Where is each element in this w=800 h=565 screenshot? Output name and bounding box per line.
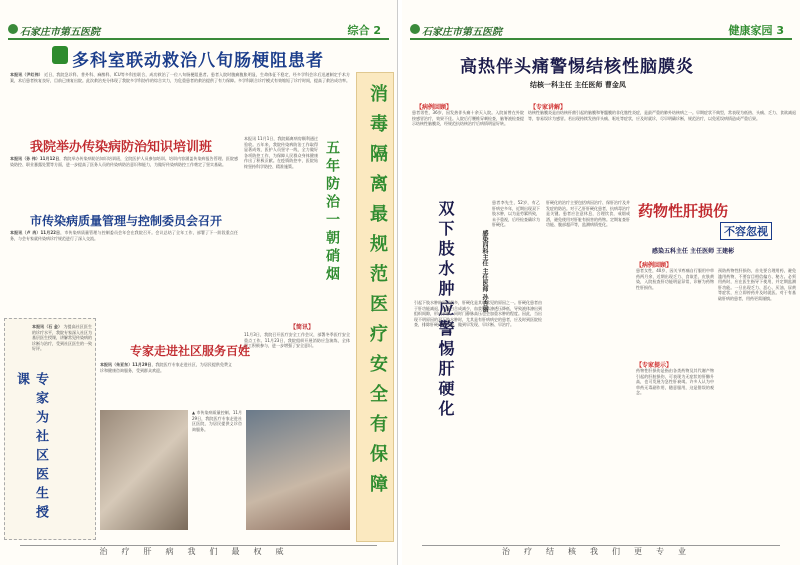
main-headline: 多科室联动救治八旬肠梗阻患者	[72, 51, 324, 71]
vertical-title-1: 双下肢水肿应警惕肝硬化	[436, 200, 455, 420]
expert-label-2: 【专家提示】	[636, 362, 673, 369]
page-footer: 治疗肝病我们最权威	[20, 545, 377, 557]
sidebar-title: 专家为社区医生授课	[14, 372, 48, 524]
drug-col2: 预防药物性肝损伤，首先要合理用药，避免滥用药物，不要盲目相信偏方、秘方。必须用药时，应在医生指导下使用，并定期监测肝功能。一旦出现乏力、恶心、厌油、尿黄等症状，应立即停药并及时就医。对于有基础肝病的患者，用药更需谨慎。	[718, 268, 796, 301]
byline: 本报讯（朱亚东）11月29日	[100, 362, 152, 367]
page-header	[410, 22, 792, 40]
training-article: 本报讯（孙 伟）11月12日，我院举办传染病防治知识培训班，全院医护人员参加培训。培训内容涵盖传染病报告管理、医院感染防控、职业暴露处置等方面，进一步提高了医务人员的传染病防治意识和能力，为做好传染病防控工作奠定了坚实基础。	[10, 156, 238, 167]
drug-author: 感染五科主任 主任医师 王建彬	[652, 248, 735, 255]
drug-case: 患者女性，40岁，因关节疼痛自行服用中草药两月余，近期出现乏力、食欲差、皮肤黄染，入院检查肝功能明显异常，诊断为药物性肝损伤。	[636, 268, 714, 290]
event-photo-2	[246, 410, 350, 530]
drug-headline: 药物性肝损伤	[638, 202, 729, 220]
headline-icon	[52, 46, 68, 64]
main-article: 本报讯（尹红伟） 近日，我院急诊科、普外科、麻醉科、ICU等多科室联合，成功救治了一位八旬肠梗阻患者。患者入院时腹痛腹胀明显，生命体征不稳定，经多学科会诊后迅速制定手术方案，术后患者恢复良好，目前已康复出院。此次救治充分体现了我院多学科协作的综合实力，为危重患者的救治提供了有力保障。多学科联合诊疗模式有效缩短了诊疗时间，提高了救治成功率。	[10, 72, 350, 83]
byline: 本报讯（尹红伟）	[10, 72, 43, 77]
right-page	[402, 0, 800, 565]
brief-label: 【简讯】	[290, 324, 315, 331]
cirrhosis-col2: 肝硬化的治疗主要包括病因治疗、保肝治疗及并发症的防治。对于乙肝肝硬化患者，抗病毒治疗是关键。患者应注意休息，合理饮食，戒烟戒酒，避免使用对肝脏有损害的药物。定期复查肝功能、腹部超声等，监测病情变化。	[546, 200, 630, 228]
brief-article: 11月3日，我院召开医疗安全工作会议，部署冬季医疗安全重点工作。11月23日，我院组织开展消防应急演练，全体职工积极参与，进一步增强了安全意识。	[244, 332, 350, 349]
cirrhosis-article: 引起下肢水肿的原因很多，肝硬化是其中常见的原因之一。肝硬化患者由于肝功能减退，白蛋白合成减少，血浆胶体渗透压降低，导致液体渗出到组织间隙，形成水肿。同时门静脉高压也会加重水肿的程度。因此，当出现不明原因的双下肢水肿时，尤其是有肝病病史的患者，应及时到医院检查，排除肝硬化的可能，做到早发现、早诊断、早治疗。	[414, 300, 542, 328]
case-label: 【病例回顾】	[416, 104, 453, 111]
byline: 本报讯（孙 伟）11月12日	[10, 156, 60, 161]
drug-headline-sub: 不容忽视	[720, 222, 772, 240]
sidebar-text: 本报讯（石 金） 为提高社区医生的诊疗水平，我院专家深入社区为基层医生授课，讲解常见传染病的诊断与治疗，受到社区医生的一致好评。	[32, 324, 92, 352]
expert-text: 结核性脑膜炎是由结核杆菌引起的脑膜和脊髓膜的非化脓性炎症，是最严重的肺外结核病之一。早期症状不典型，常表现为低热、头痛、乏力、食欲减退等，容易误诊为感冒。若出现持续发热伴头痛、呕吐等症状，应及时就诊，尽早明确诊断，规范治疗，以免延误病情造成严重后果。	[528, 110, 796, 121]
author-line: 结核一科主任 主任医师 曹金凤	[530, 81, 626, 89]
side-article: 本报讯 11月1日，我院隔离病房顺利通过验收。五年来，我院传染病防治工作取得显著成效，医护人员坚守一线，全力做好各项防控工作，为保障人民群众身体健康作出了积极贡献。在疫情防控中，医院始终坚持科学防控、精准施策。	[244, 136, 318, 169]
section-label: 综合 2	[347, 24, 381, 37]
photo-caption: ▲ 市传染病质量控制、11月29日，我院医疗专家走进社区医院，为居民提供义诊咨询服务。	[192, 410, 242, 432]
main-headline: 高热伴头痛警惕结核性脑膜炎	[460, 57, 694, 77]
expert-article: 本报讯（朱亚东）11月29日，我院医疗专家走进社区，为居民提供免费义诊和健康咨询服务，受到群众欢迎。	[100, 362, 232, 373]
hospital-logo-icon	[8, 24, 18, 34]
section-label: 健康家园 3	[728, 24, 784, 37]
byline: 本报讯（卢 冉）11月22日	[10, 230, 61, 235]
case-text-2: 患者李先生，52岁，有乙肝病史多年，近期出现双下肢水肿，以为是劳累所致，未予重视，后经检查确诊为肝硬化。	[492, 200, 540, 228]
expert-label: 【专家讲解】	[530, 104, 567, 111]
meeting-article: 本报讯（卢 冉）11月22日，市传染病质量管理与控制委员会年会在我院召开。会议总结了全年工作，部署了下一阶段重点任务，与会专家就传染病诊疗规范进行了深入交流。	[10, 230, 238, 241]
event-photo	[100, 410, 188, 530]
hospital-name: 石家庄市第五医院	[422, 27, 502, 38]
left-page	[0, 0, 398, 565]
meeting-headline: 市传染病质量管理与控制委员会召开	[30, 214, 223, 228]
vertical-headline: 五年防治一朝硝烟	[324, 140, 340, 284]
drug-expert: 药物性肝损伤是指由各类药物及其代谢产物引起的肝脏损伤，可表现为无症状的肝酶升高，也可发展为急性肝衰竭。许多人认为中草药无毒副作用，随意服用，这是错误的观念。	[636, 368, 714, 396]
byline: 本报讯（石 金）	[32, 324, 63, 329]
page-footer: 治疗结核我们更专业	[422, 545, 780, 557]
page-header	[8, 22, 389, 40]
hospital-logo-icon	[410, 24, 420, 34]
vertical-author: 感染四科主任 主任医师 孙杏丽	[481, 230, 488, 313]
vertical-banner-text: 消毒隔离最规范医疗安全有保障	[367, 84, 388, 504]
case-text: 患者男性，36岁，因发热伴头痛十余天入院。入院前曾在外院按感冒治疗，效果不佳。入院后行腰椎穿刺检查，脑脊液检查提示结核性脑膜炎，经规范抗结核治疗后病情明显好转。	[412, 110, 524, 127]
training-headline: 我院举办传染病防治知识培训班	[30, 140, 213, 155]
hospital-name: 石家庄市第五医院	[20, 27, 100, 38]
case-label-2: 【病例回顾】	[636, 262, 673, 269]
expert-headline: 专家走进社区服务百姓	[130, 344, 251, 358]
